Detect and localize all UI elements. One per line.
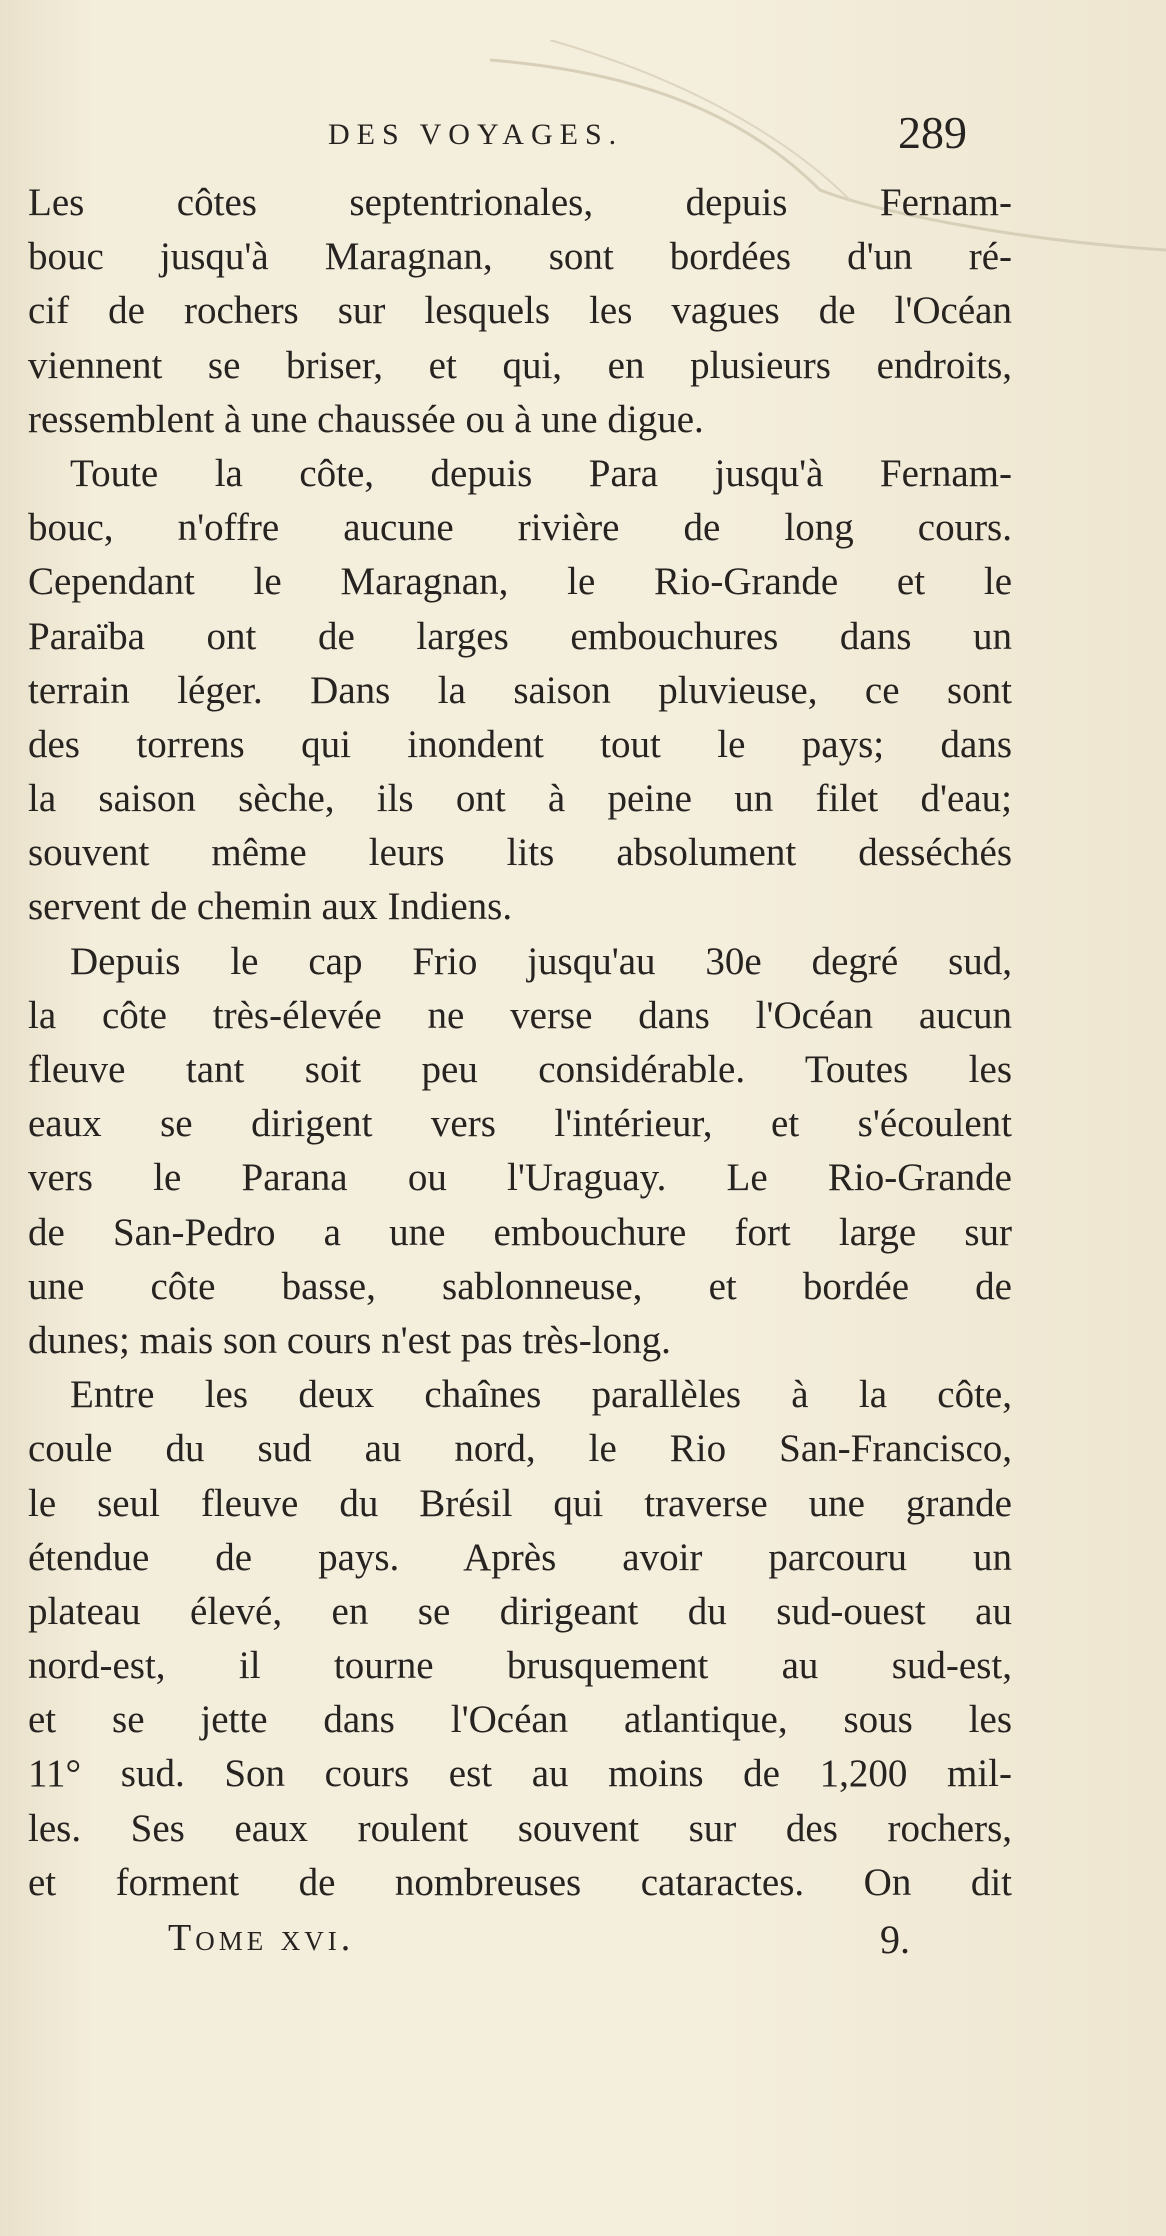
text-line: bouc, n'offre aucune rivière de long cours.: [28, 506, 1012, 550]
page-number: 289: [898, 107, 967, 158]
body-text: [28, 176, 1012, 1910]
text-line: Depuis le cap Frio jusqu'au 30e degré sud,: [70, 939, 1012, 983]
text-line: et forment de nombreuses cataractes. On dit: [28, 1860, 1012, 1904]
text-line: fleuve tant soit peu considérable. Toutes les: [28, 1048, 1012, 1091]
page-header: [0, 107, 1166, 172]
text-line: 11° sud. Son cours est au moins de 1,200 mil-: [28, 1752, 1012, 1796]
page-footer: [0, 1908, 1166, 1978]
text-line: servent de chemin aux Indiens.: [28, 885, 513, 929]
text-line: dunes; mais son cours n'est pas très-long.: [28, 1318, 671, 1362]
text-line: plateau élevé, en se dirigeant du sud-ouest au: [28, 1589, 1012, 1633]
running-head: DES VOYAGES.: [328, 118, 624, 151]
text-line: étendue de pays. Après avoir parcouru un: [28, 1535, 1012, 1579]
text-line: eaux se dirigent vers l'intérieur, et s'écoulent: [28, 1102, 1012, 1146]
text-line: Cependant le Maragnan, le Rio-Grande et le: [28, 560, 1012, 604]
text-line: la côte très-élevée ne verse dans l'Océan aucun: [28, 993, 1012, 1037]
text-line: viennent se briser, et qui, en plusieurs endroits,: [28, 343, 1012, 387]
text-line: souvent même leurs lits absolument desséchés: [28, 831, 1012, 875]
text-line: ressemblent à une chaussée ou à une digue.: [28, 397, 704, 441]
text-line: et se jette dans l'Océan atlantique, sous les: [28, 1698, 1012, 1742]
text-line: Les côtes septentrionales, depuis Fernam-: [28, 181, 1012, 224]
text-line: bouc jusqu'à Maragnan, sont bordées d'un ré-: [28, 235, 1012, 279]
text-line: le seul fleuve du Brésil qui traverse une grande: [28, 1481, 1012, 1525]
text-line: les. Ses eaux roulent souvent sur des rochers,: [28, 1806, 1012, 1850]
text-line: des torrens qui inondent tout le pays; dans: [28, 722, 1012, 766]
text-line: Toute la côte, depuis Para jusqu'à Fernam-: [70, 451, 1012, 495]
text-line: Entre les deux chaînes parallèles à la côte,: [70, 1373, 1012, 1417]
text-line: de San-Pedro a une embouchure fort large sur: [28, 1210, 1012, 1254]
volume-mark: Tome xvi.: [168, 1917, 355, 1959]
text-line: nord-est, il tourne brusquement au sud-est,: [28, 1644, 1012, 1688]
text-line: vers le Parana ou l'Uraguay. Le Rio-Grande: [28, 1156, 1012, 1200]
text-line: une côte basse, sablonneuse, et bordée de: [28, 1264, 1012, 1308]
text-line: terrain léger. Dans la saison pluvieuse, ce sont: [28, 668, 1012, 712]
text-line: Paraïba ont de larges embouchures dans un: [28, 614, 1012, 658]
text-line: cif de rochers sur lesquels les vagues de l'Océan: [28, 289, 1012, 333]
text-line: coule du sud au nord, le Rio San-Francisco,: [28, 1427, 1012, 1471]
signature-mark: 9.: [880, 1917, 910, 1962]
text-line: la saison sèche, ils ont à peine un filet d'eau;: [28, 777, 1012, 821]
